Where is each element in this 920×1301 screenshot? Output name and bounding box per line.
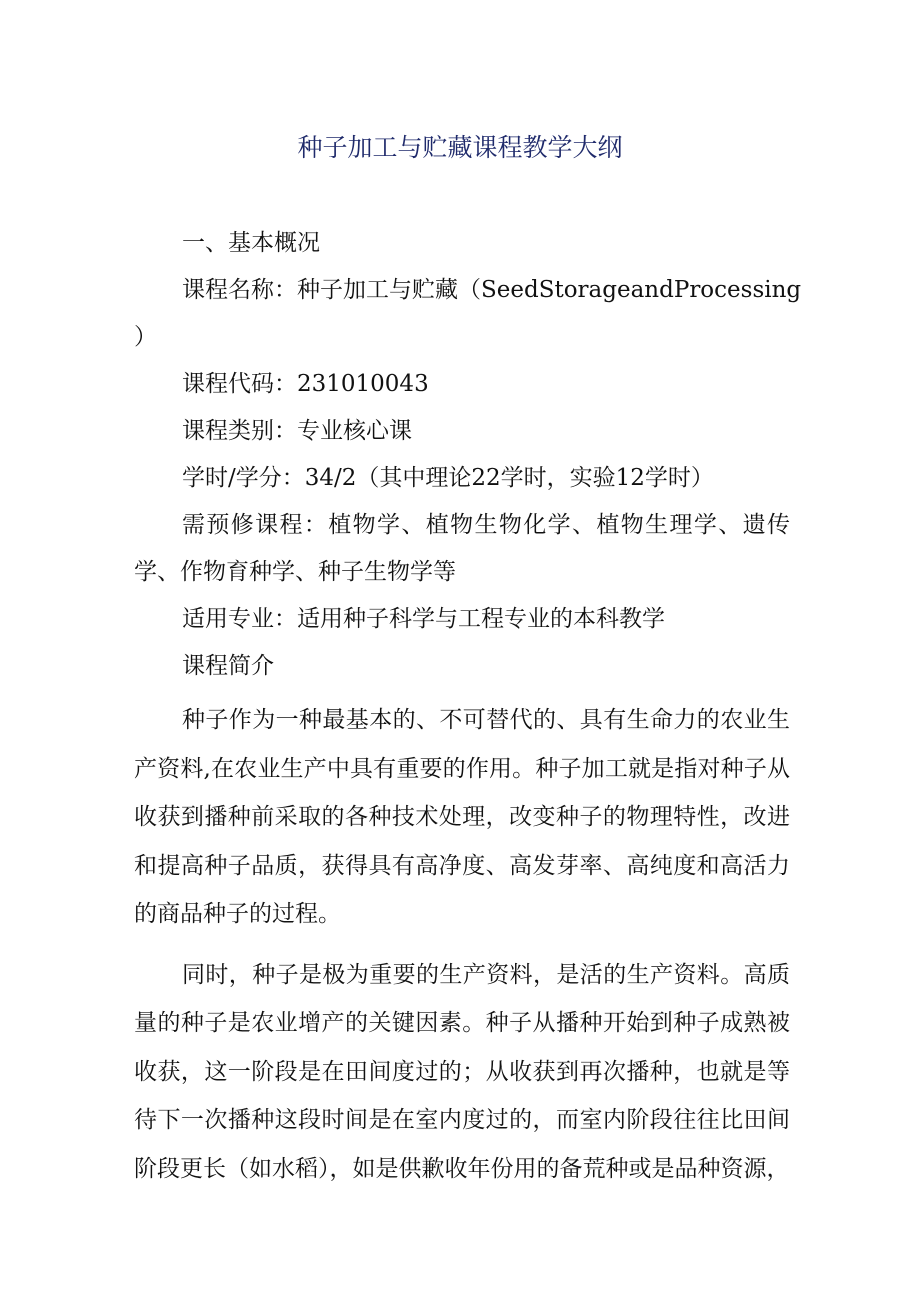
course-category: 课程类别：专业核心课 (182, 418, 412, 444)
prerequisites: 需预修课程：植物学、植物生物化学、植物生理学、遗传学、作物育种学、种子生物学等 (134, 512, 790, 585)
paragraph-intro: 种子作为一种最基本的、不可替代的、具有生命力的农业生产资料,在农业生产中具有重要的作用。种子加工就是指对种子从收获到播种前采取的各种技术处理，改变种子的物理特性，改进和提高种子品质，获得具有高净度、高发芽率、高纯度和高活力的商品种子的过程。 (134, 707, 790, 927)
document-body (134, 220, 802, 1193)
course-name-continuation: ） (134, 324, 157, 350)
paragraph-storage: 同时，种子是极为重要的生产资料，是活的生产资料。高质量的种子是农业增产的关键因素。种子从播种开始到种子成熟被收获，这一阶段是在田间度过的；从收获到再次播种，也就是等待下一次播种这段时间是在室内度过的，而室内阶段往往比田间阶段更长（如水稻），如是供歉收年份用的备荒种或是品种资源， (134, 961, 790, 1182)
hours-credits: 学时/学分：34/2（其中理论22学时，实验12学时） (182, 465, 714, 491)
document-title: 种子加工与贮藏课程教学大纲 (297, 133, 623, 162)
course-name: 课程名称：种子加工与贮藏（SeedStorageandProcessing (182, 277, 802, 303)
applicable-major: 适用专业：适用种子科学与工程专业的本科教学 (182, 606, 665, 632)
intro-heading: 课程简介 (182, 653, 274, 679)
course-code: 课程代码：231010043 (182, 371, 429, 397)
section-heading: 一、基本概况 (182, 230, 320, 256)
